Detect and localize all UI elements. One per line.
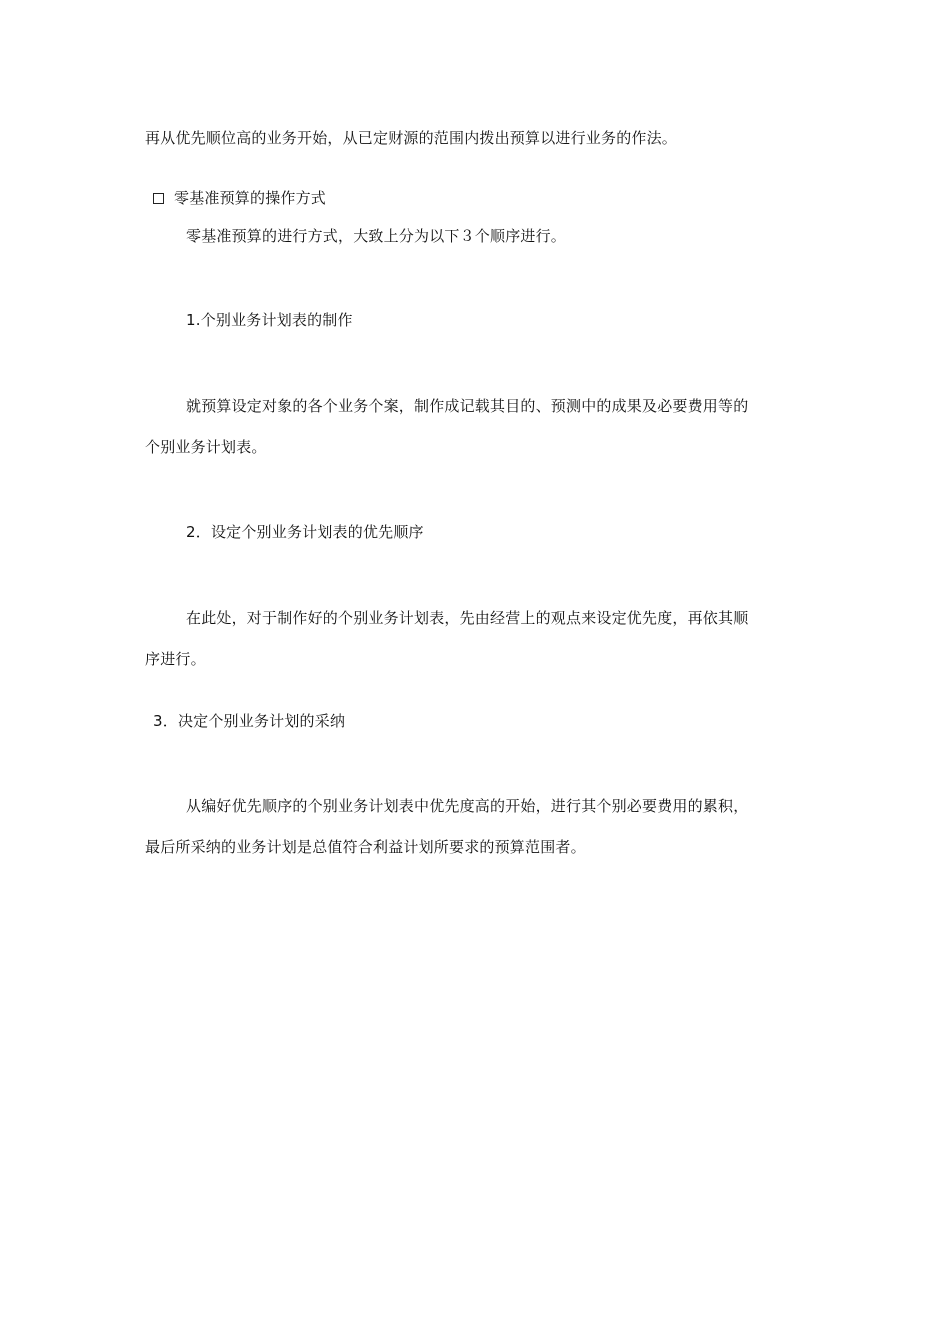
step2-body-line2: 序进行。	[145, 650, 206, 668]
step2-title: 2．设定个别业务计划表的优先顺序	[186, 523, 424, 541]
checkbox-square-icon	[153, 193, 164, 204]
step3-body-line1: 从编好优先顺序的个别业务计划表中优先度高的开始，进行其个别必要费用的累积，	[186, 797, 749, 815]
section-heading-text: 零基准预算的操作方式	[174, 189, 327, 207]
step1-title: 1.个别业务计划表的制作	[186, 311, 353, 329]
step3-title: 3．决定个别业务计划的采纳	[153, 712, 346, 730]
step1-body-line1: 就预算设定对象的各个业务个案，制作成记载其目的、预测中的成果及必要费用等的	[186, 397, 749, 415]
section-heading	[153, 188, 326, 208]
paragraph-intro-continuation: 再从优先顺位高的业务开始，从已定财源的范围内拨出预算以进行业务的作法。	[145, 129, 678, 147]
step2-body-line1: 在此处，对于制作好的个别业务计划表，先由经营上的观点来设定优先度，再依其顺	[186, 609, 749, 627]
step3-body-line2: 最后所采纳的业务计划是总值符合利益计划所要求的预算范围者。	[145, 838, 586, 856]
step1-body-line2: 个别业务计划表。	[145, 438, 267, 456]
section-intro: 零基准预算的进行方式，大致上分为以下３个顺序进行。	[186, 227, 567, 245]
